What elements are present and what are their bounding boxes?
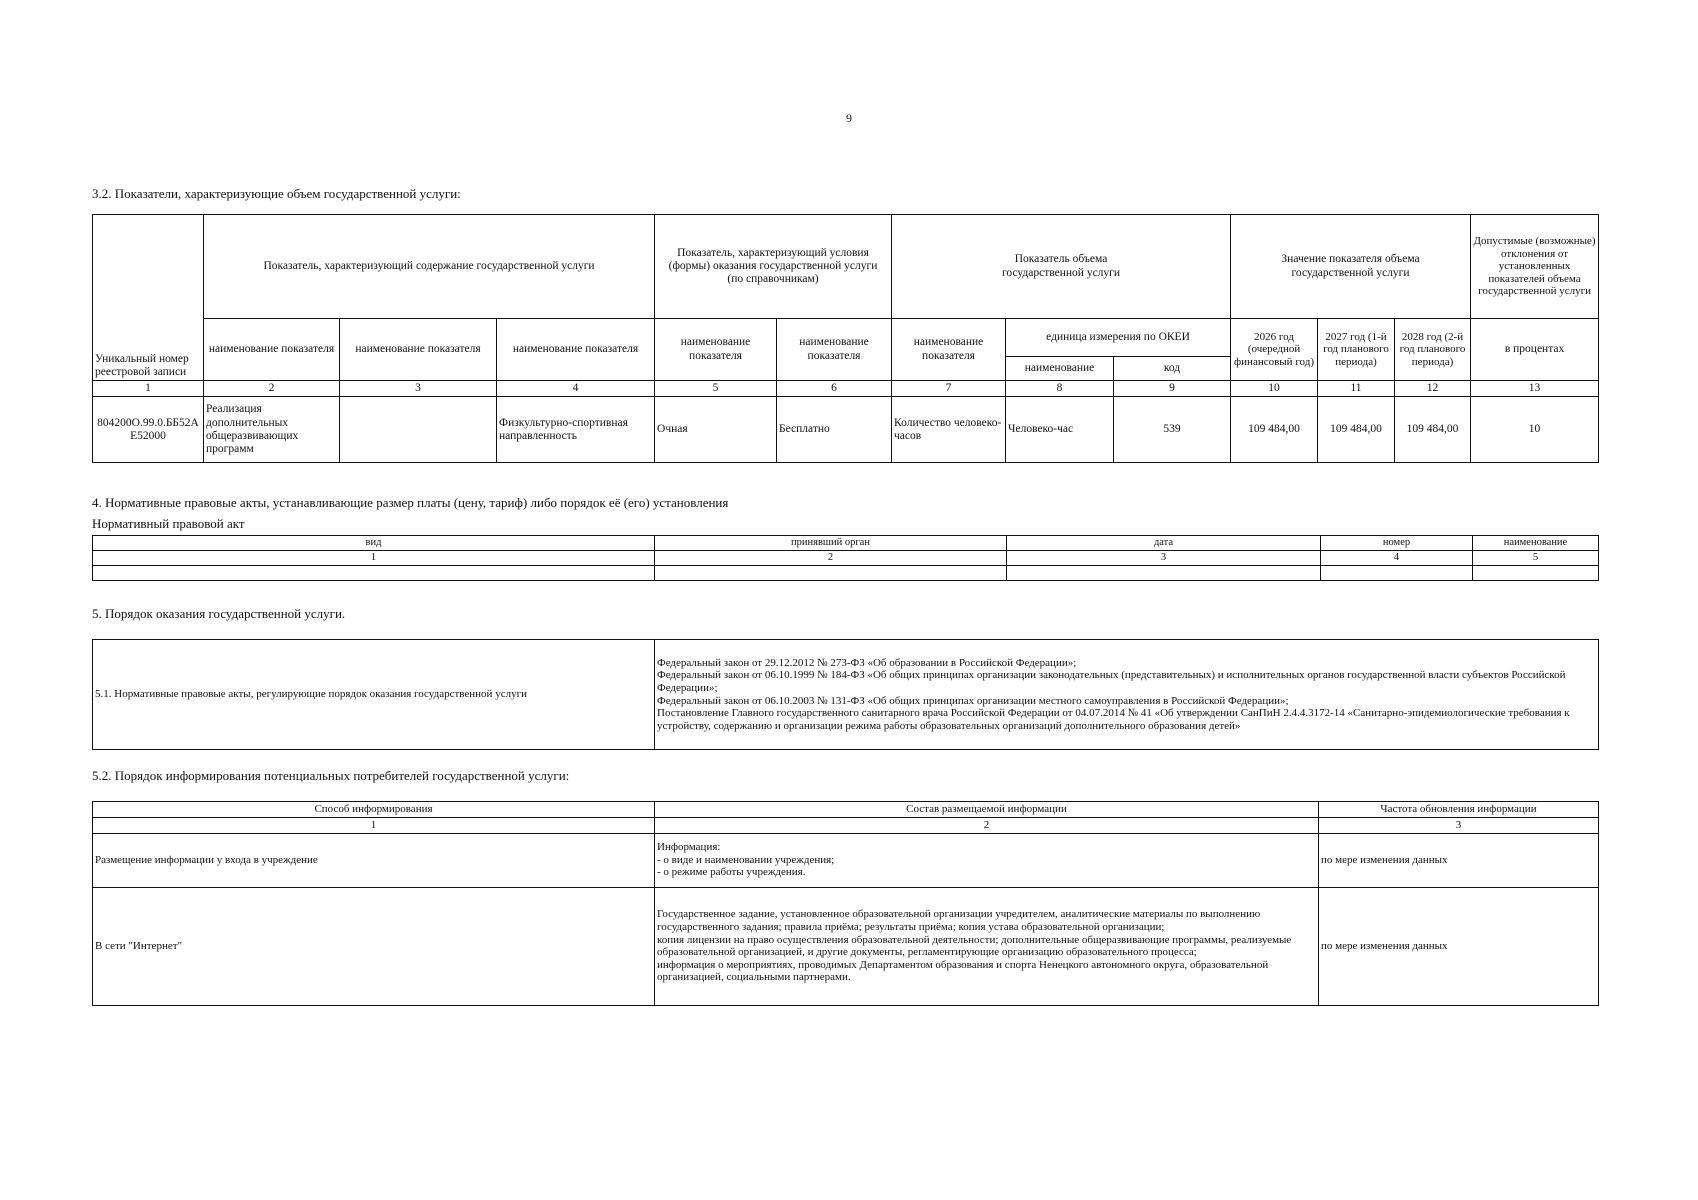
header-content-indicator: Показатель, характеризующий содержание государственной услуги <box>204 215 655 319</box>
empty-cell <box>1321 566 1473 581</box>
informing-frequency: по мере изменения данных <box>1319 887 1599 1005</box>
header-allowed-deviation: Допустимые (возможные) отклонения от установленных показателей объема государственной услуги <box>1471 215 1599 319</box>
column-number: 12 <box>1395 381 1471 397</box>
header-type: вид <box>93 536 655 551</box>
legal-acts-fee-table <box>92 535 1599 581</box>
informing-content: Государственное задание, установленное образовательной организации учредителем, аналитические материалы по выполнению государственного задания; правила приёма; результаты приёма; копия устава образовательной организации; копия лицензии на право осуществления образовательной деятельности; дополнительные общеразвивающие программы, реализуемые образовательной организацией, и другие документы, регламентирующие организацию образовательного процесса; информация о мероприятиях, проводимых Департаментом образования и спорта Ненецкого автономного округа, образовательной организацией, социальными партнерами. <box>655 887 1319 1005</box>
header-number: номер <box>1321 536 1473 551</box>
header-name-col-3: наименование показателя <box>340 319 497 381</box>
header-frequency: Частота обновления информации <box>1319 802 1599 818</box>
table-row <box>93 566 1599 581</box>
page-number: 9 <box>846 111 852 125</box>
header-name-col-2: наименование показателя <box>204 319 340 381</box>
column-number: 1 <box>93 551 655 566</box>
empty-cell <box>93 566 655 581</box>
informing-table <box>92 801 1599 1006</box>
header-year-2026: 2026 год (очередной финансовый год) <box>1231 319 1318 381</box>
header-name-col-5: наименование показателя <box>655 319 777 381</box>
header-name-col-7: наименование показателя <box>892 319 1006 381</box>
value-2028: 109 484,00 <box>1395 397 1471 463</box>
column-number: 4 <box>497 381 655 397</box>
column-number: 3 <box>340 381 497 397</box>
deviation-percent: 10 <box>1471 397 1599 463</box>
column-number: 9 <box>1114 381 1231 397</box>
header-content: Состав размещаемой информации <box>655 802 1319 818</box>
column-number: 4 <box>1321 551 1473 566</box>
column-number: 2 <box>655 551 1007 566</box>
column-number: 10 <box>1231 381 1318 397</box>
empty-cell <box>1473 566 1599 581</box>
unit-code: 539 <box>1114 397 1231 463</box>
informing-method: Размещение информации у входа в учреждение <box>93 833 655 887</box>
header-conditions-indicator: Показатель, характеризующий условия (формы) оказания государственной услуги (по справочникам) <box>655 215 892 319</box>
header-issuing-body: принявший орган <box>655 536 1007 551</box>
column-number: 13 <box>1471 381 1599 397</box>
column-number: 6 <box>777 381 892 397</box>
column-number: 3 <box>1319 818 1599 834</box>
table-row <box>93 887 1599 1005</box>
header-okei: единица измерения по ОКЕИ <box>1006 319 1231 357</box>
service-order-table <box>92 639 1599 750</box>
empty-cell <box>655 566 1007 581</box>
header-method: Способ информирования <box>93 802 655 818</box>
column-number: 3 <box>1007 551 1321 566</box>
section-4-title: 4. Нормативные правовые акты, устанавливающие размер платы (цену, тариф) либо порядок её (его) установления <box>92 495 729 510</box>
content-indicator-1: Реализация дополнительных общеразвивающих программ <box>204 397 340 463</box>
volume-indicators-table <box>92 214 1599 463</box>
content-indicator-2 <box>340 397 497 463</box>
column-number: 2 <box>655 818 1319 834</box>
header-okei-name: наименование <box>1006 357 1114 381</box>
header-date: дата <box>1007 536 1321 551</box>
table-row <box>93 397 1599 463</box>
section-5-title: 5. Порядок оказания государственной услуги. <box>92 606 346 621</box>
header-volume-value: Значение показателя объема государственной услуги <box>1231 215 1471 319</box>
condition-1: Очная <box>655 397 777 463</box>
informing-content: Информация: - о виде и наименовании учреждения; - о режиме работы учреждения. <box>655 833 1319 887</box>
value-2027: 109 484,00 <box>1318 397 1395 463</box>
table-row <box>93 833 1599 887</box>
unit-name: Человеко-час <box>1006 397 1114 463</box>
header-volume-indicator: Показатель объема государственной услуги <box>892 215 1231 319</box>
condition-2: Бесплатно <box>777 397 892 463</box>
section-5-1-acts: Федеральный закон от 29.12.2012 № 273-ФЗ «Об образовании в Российской Федерации»; Федеральный закон от 06.10.1999 № 184-ФЗ «Об общих принципах организации законодательных (представительных) и исполнительных органов государственной власти субъектов Российской Федерации»; Федеральный закон от 06.10.2003 № 131-ФЗ «Об общих принципах организации местного самоуправления в Российской Федерации»; Постановление Главного государственного санитарного врача Российской Федерации от 04.07.2014 № 41 «Об утверждении СанПиН 2.4.4.3172-14 «Санитарно-эпидемиологические требования к устройству, содержанию и организации режима работы образовательных организаций дополнительного образования детей» <box>655 640 1599 750</box>
empty-cell <box>1007 566 1321 581</box>
informing-frequency: по мере изменения данных <box>1319 833 1599 887</box>
section-3-2-title: 3.2. Показатели, характеризующие объем государственной услуги: <box>92 186 461 201</box>
header-year-2028: 2028 год (2-й год планового периода) <box>1395 319 1471 381</box>
column-number: 2 <box>204 381 340 397</box>
header-unique-number: Уникальный номер реестровой записи <box>93 215 204 381</box>
column-number: 5 <box>655 381 777 397</box>
header-name-col-4: наименование показателя <box>497 319 655 381</box>
registry-number: 804200О.99.0.ББ52АЕ52000 <box>93 397 204 463</box>
column-number: 8 <box>1006 381 1114 397</box>
content-indicator-3: Физкультурно-спортивная направленность <box>497 397 655 463</box>
header-name: наименование <box>1473 536 1599 551</box>
header-okei-code: код <box>1114 357 1231 381</box>
value-2026: 109 484,00 <box>1231 397 1318 463</box>
header-name-col-6: наименование показателя <box>777 319 892 381</box>
column-number: 1 <box>93 381 204 397</box>
section-5-2-title: 5.2. Порядок информирования потенциальных потребителей государственной услуги: <box>92 768 570 783</box>
column-number: 1 <box>93 818 655 834</box>
informing-method: В сети "Интернет" <box>93 887 655 1005</box>
section-4-subtitle: Нормативный правовой акт <box>92 516 245 531</box>
section-5-1-label: 5.1. Нормативные правовые акты, регулирующие порядок оказания государственной услуги <box>93 640 655 750</box>
column-number: 11 <box>1318 381 1395 397</box>
header-percent: в процентах <box>1471 319 1599 381</box>
header-year-2027: 2027 год (1-й год планового периода) <box>1318 319 1395 381</box>
indicator-name: Количество человеко-часов <box>892 397 1006 463</box>
column-number: 7 <box>892 381 1006 397</box>
column-number: 5 <box>1473 551 1599 566</box>
